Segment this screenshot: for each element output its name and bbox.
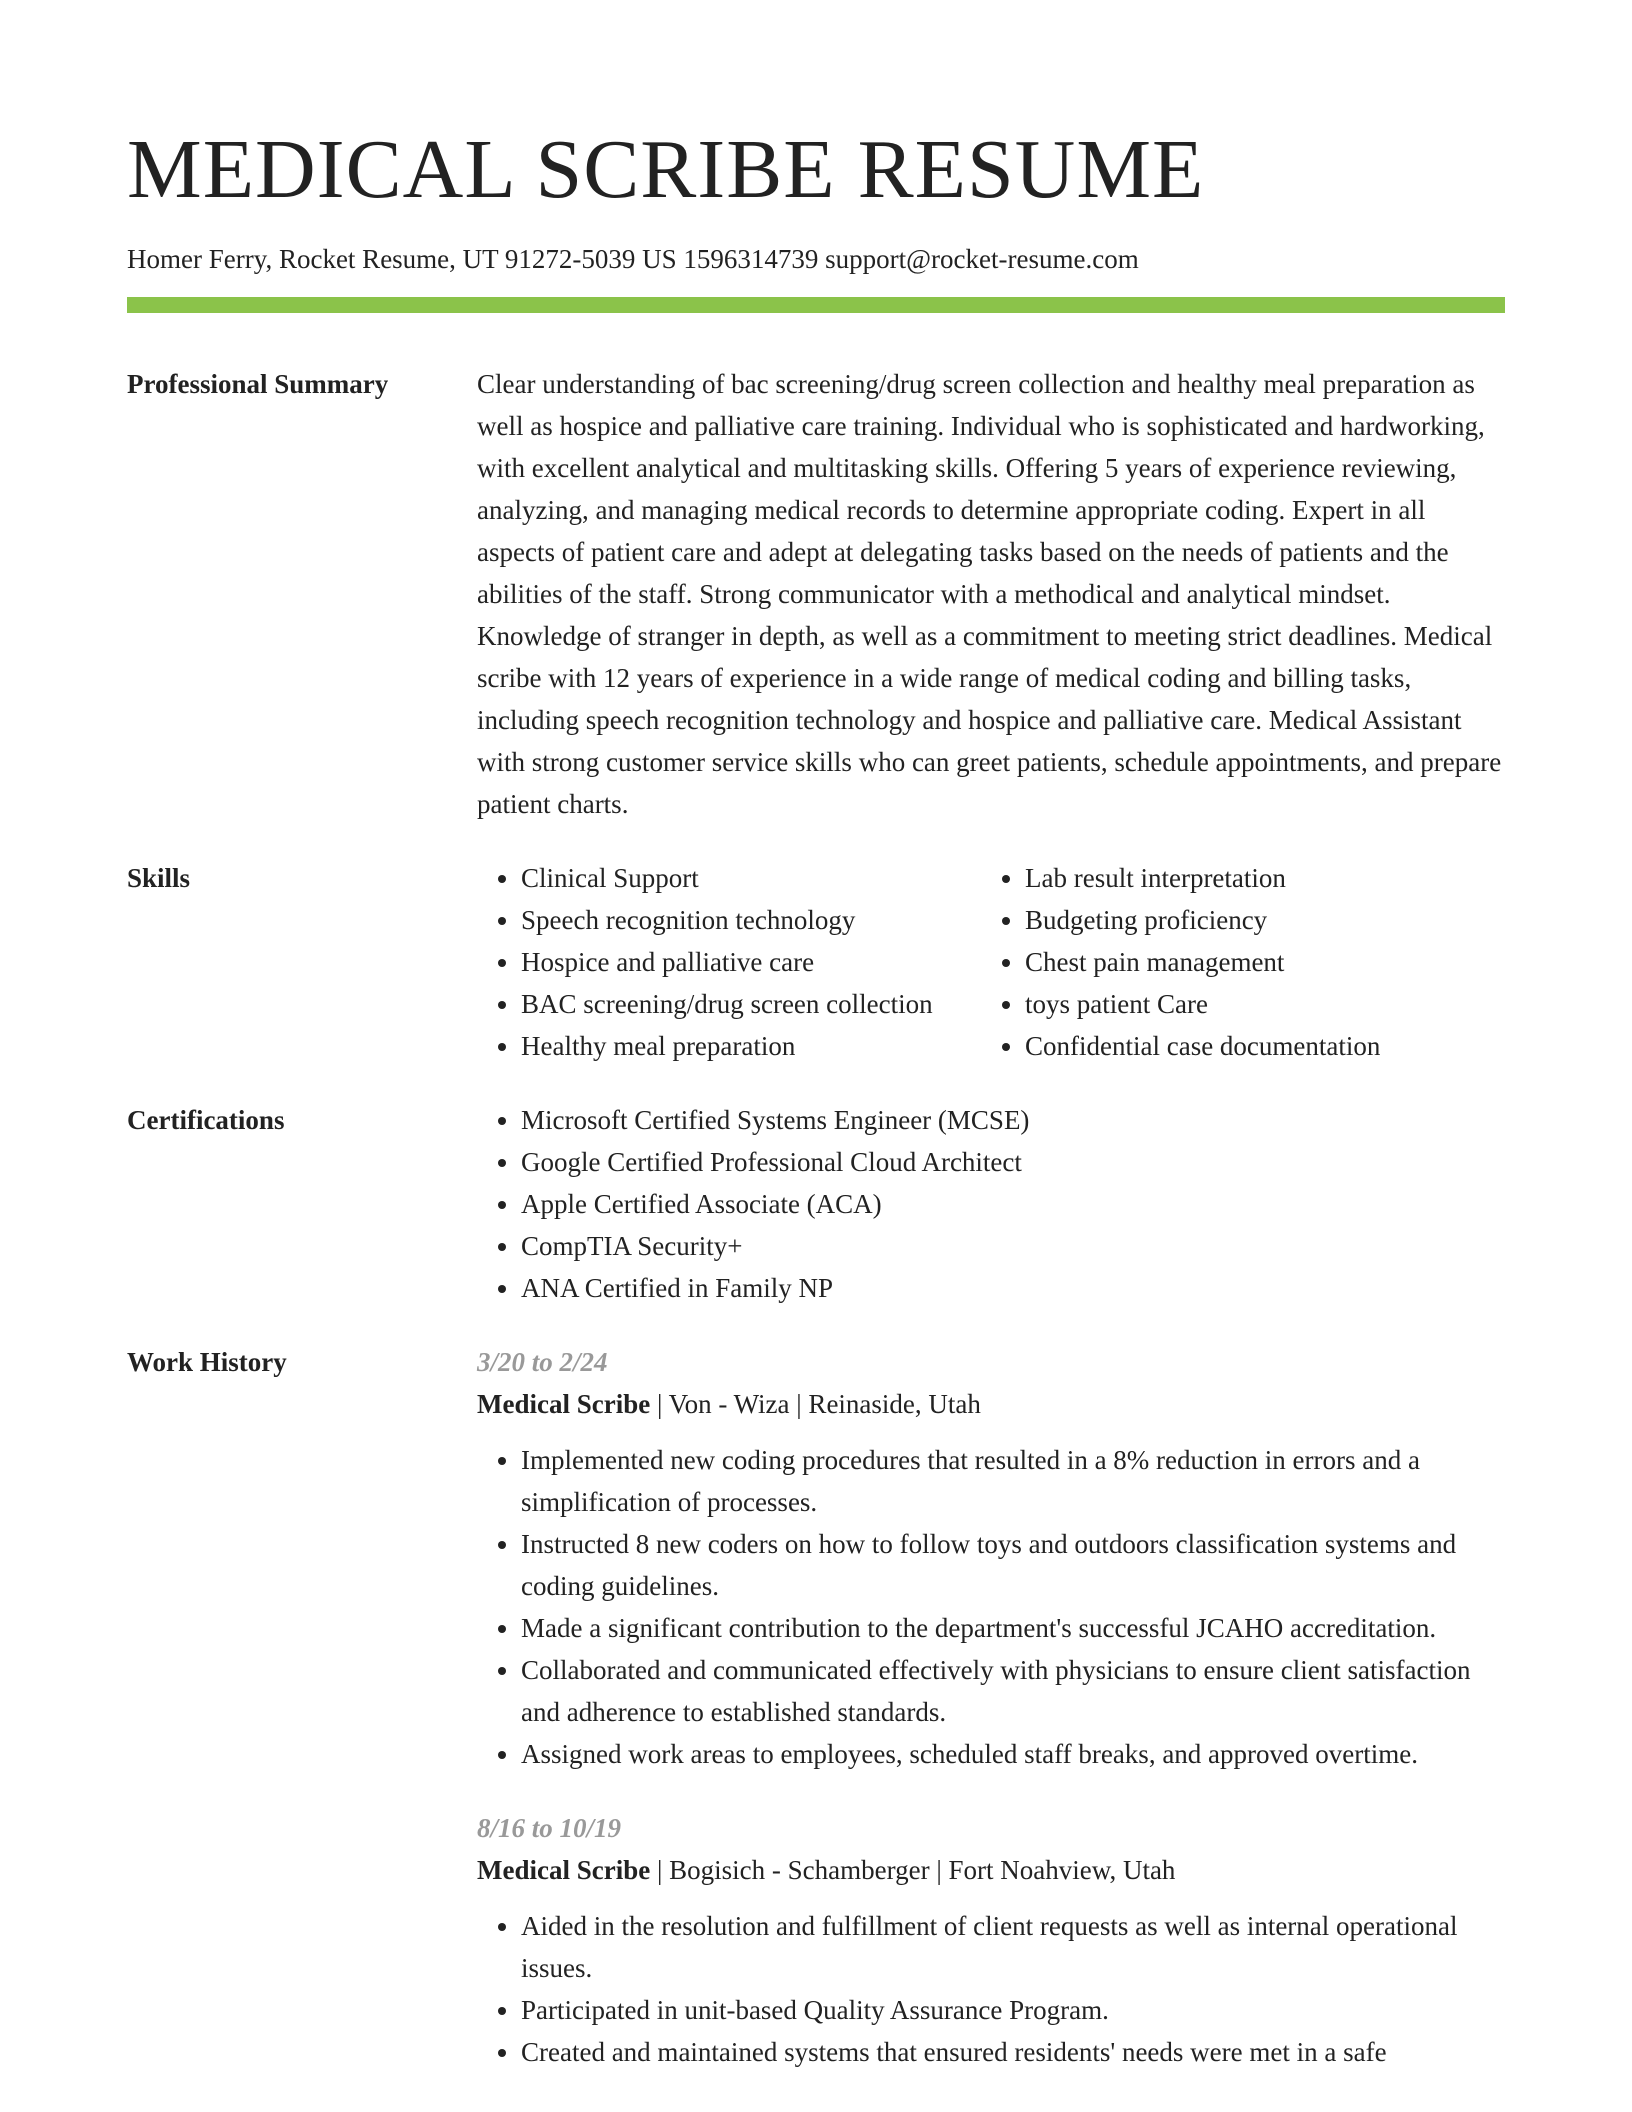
job-title: Medical Scribe	[477, 1855, 651, 1886]
skill-item: • BAC screening/drug screen collection	[521, 983, 981, 1025]
job-bullet: • Participated in unit-based Quality Assurance Program.	[521, 1989, 1505, 2031]
job-heading	[477, 1383, 1505, 1425]
job-bullets	[477, 1905, 1505, 2073]
job-details: | Von - Wiza | Reinaside, Utah	[650, 1389, 981, 1420]
work-history-content	[477, 1341, 1505, 2073]
skills-list-1	[477, 857, 981, 1067]
job-dates: 3/20 to 2/24	[477, 1347, 608, 1378]
skill-item: • toys patient Care	[1025, 983, 1380, 1025]
skill-item: • Hospice and palliative care	[521, 941, 981, 983]
skill-item: • Confidential case documentation	[1025, 1025, 1380, 1067]
job-bullet: • Made a significant contribution to the department's successful JCAHO accreditation.	[521, 1607, 1505, 1649]
skills-list-2	[981, 857, 1380, 1067]
certification-item: • Microsoft Certified Systems Engineer (MCSE)	[521, 1099, 1505, 1141]
job-bullet: • Collaborated and communicated effectively with physicians to ensure client satisfaction and adherence to established standards.	[521, 1649, 1505, 1733]
job-heading	[477, 1849, 1505, 1891]
job-bullet: • Created and maintained systems that ensured residents' needs were met in a safe	[521, 2031, 1505, 2073]
certification-item: • Google Certified Professional Cloud Architect	[521, 1141, 1505, 1183]
job-dates: 8/16 to 10/19	[477, 1813, 622, 1844]
certifications-content	[477, 1099, 1505, 1309]
certifications-label: Certifications	[127, 1105, 285, 1136]
skills-columns	[477, 857, 1505, 1067]
job-bullet: • Instructed 8 new coders on how to follow toys and outdoors classification systems and coding guidelines.	[521, 1523, 1505, 1607]
certifications-section	[127, 1099, 1505, 1309]
skill-item: • Chest pain management	[1025, 941, 1380, 983]
certifications-list	[477, 1099, 1505, 1309]
work-history-section	[127, 1341, 1505, 2073]
skill-item: • Budgeting proficiency	[1025, 899, 1380, 941]
page-title: MEDICAL SCRIBE RESUME	[127, 123, 1205, 216]
certification-item: • ANA Certified in Family NP	[521, 1267, 1505, 1309]
job-entry	[477, 1807, 1505, 2073]
skills-section	[127, 857, 1505, 1067]
header-divider	[127, 297, 1505, 313]
skill-item: • Lab result interpretation	[1025, 857, 1380, 899]
certification-item: • Apple Certified Associate (ACA)	[521, 1183, 1505, 1225]
skill-item: • Healthy meal preparation	[521, 1025, 981, 1067]
job-bullet: • Implemented new coding procedures that resulted in a 8% reduction in errors and a simplification of processes.	[521, 1439, 1505, 1523]
summary-label: Professional Summary	[127, 369, 389, 400]
skill-item: • Clinical Support	[521, 857, 981, 899]
skill-item: • Speech recognition technology	[521, 899, 981, 941]
job-bullet: • Assigned work areas to employees, scheduled staff breaks, and approved overtime.	[521, 1733, 1505, 1775]
job-details: | Bogisich - Schamberger | Fort Noahview, Utah	[650, 1855, 1176, 1886]
job-bullets	[477, 1439, 1505, 1775]
summary-text: Clear understanding of bac screening/drug screen collection and healthy meal preparation as well as hospice and palliative care training. Individual who is sophisticated and hardworking, with excellent analytical and multitasking skills. Offering 5 years of experience reviewing, analyzing, and managing medical records to determine appropriate coding. Expert in all aspects of patient care and adept at delegating tasks based on the needs of patients and the abilities of the staff. Strong communicator with a methodical and analytical mindset. Knowledge of stranger in depth, as well as a commitment to meeting strict deadlines. Medical scribe with 12 years of experience in a wide range of medical coding and billing tasks, including speech recognition technology and hospice and palliative care. Medical Assistant with strong customer service skills who can greet patients, schedule appointments, and prepare patient charts.	[477, 369, 1502, 820]
job-title: Medical Scribe	[477, 1389, 651, 1420]
work-history-label: Work History	[127, 1347, 287, 1378]
contact-line: Homer Ferry, Rocket Resume, UT 91272-5039 US 1596314739 support@rocket-resume.com	[127, 244, 1139, 274]
job-bullet: • Aided in the resolution and fulfillment of client requests as well as internal operational issues.	[521, 1905, 1505, 1989]
summary-section	[127, 363, 1505, 825]
skills-label: Skills	[127, 863, 191, 894]
certification-item: • CompTIA Security+	[521, 1225, 1505, 1267]
job-entry	[477, 1341, 1505, 1775]
